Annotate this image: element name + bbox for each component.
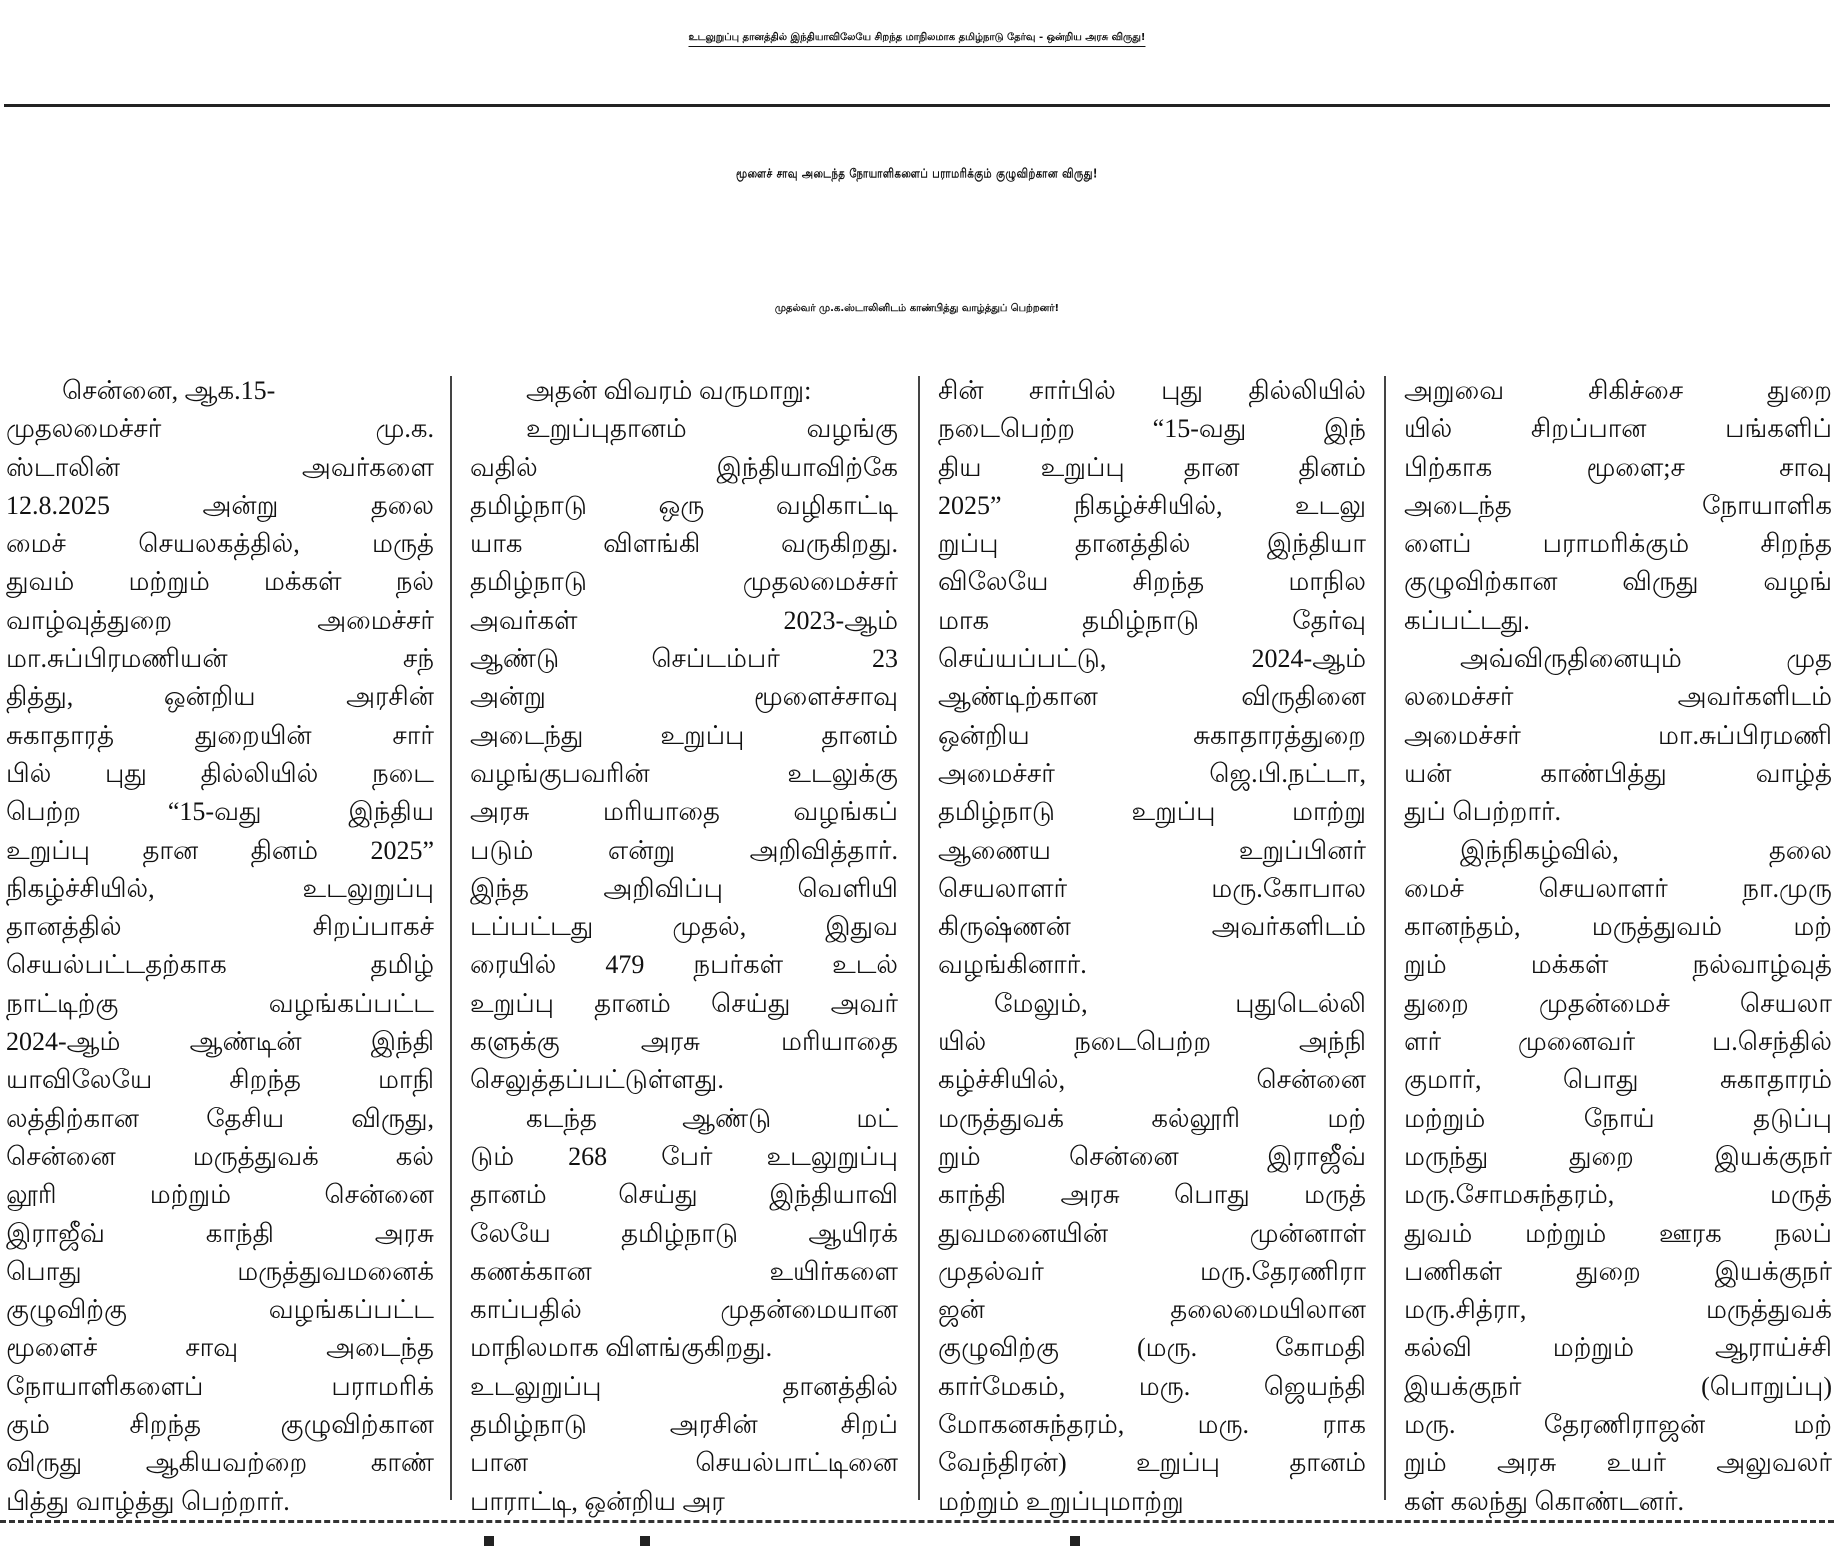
article-line: வாழ்வுத்துறை அமைச்சர் (6, 605, 434, 635)
article-line: கும் சிறந்த குழுவிற்கான (6, 1410, 434, 1440)
article-line: மற்றும் உறுப்புமாற்று (938, 1486, 1184, 1516)
article-line: ளைப் பராமரிக்கும் சிறந்த (1404, 529, 1832, 559)
article-line: டும் 268 பேர் உடலுறுப்பு (470, 1141, 898, 1171)
article-line: ளர் முனைவர் ப.செந்தில் (1404, 1027, 1832, 1057)
article-line: செய்யப்பட்டு, 2024-ஆம் (938, 644, 1366, 674)
next-article-fragment (484, 1536, 494, 1546)
article-column-2 (470, 372, 898, 1516)
article-line: அறுவை சிகிச்சை துறை (1404, 376, 1832, 405)
article-line: மாக தமிழ்நாடு தேர்வு (938, 605, 1366, 635)
article-line: களுக்கு அரசு மரியாதை (470, 1027, 898, 1057)
article-line: அவர்கள் 2023-ஆம் (470, 605, 898, 635)
article-line: தமிழ்நாடு முதலமைச்சர் (470, 567, 898, 597)
article-line: யாவிலேயே சிறந்த மாநி (6, 1065, 434, 1095)
column-divider (918, 376, 920, 1500)
article-line: றுப்பு தானத்தில் இந்தியா (938, 529, 1366, 559)
article-line: தமிழ்நாடு உறுப்பு மாற்று (938, 797, 1366, 827)
article-line: உறுப்புதானம் வழங்கு (526, 414, 898, 444)
article-line: தானத்தில் சிறப்பாகச் (6, 912, 434, 942)
article-line: உறுப்பு தானம் செய்து அவர் (470, 988, 898, 1018)
article-line: இயக்குநர் (பொறுப்பு) (1404, 1371, 1832, 1401)
article-line: வழங்குபவரின் உடலுக்கு (470, 758, 898, 788)
article-line: தித்து, ஒன்றிய அரசின் (6, 682, 434, 712)
article-line: கள் கலந்து கொண்டனர். (1404, 1486, 1685, 1516)
article-line: மா.சுப்பிரமணியன் சந் (6, 644, 434, 674)
article-line: உறுப்பு தான தினம் 2025” (6, 835, 434, 865)
article-line: ஆண்டிற்கான விருதினை (938, 682, 1366, 712)
next-article-fragment (1070, 1536, 1080, 1546)
article-line: வழங்கினார். (938, 950, 1087, 980)
article-line: 2025” நிகழ்ச்சியில், உடலு (938, 490, 1366, 520)
article-line: துப் பெற்றார். (1404, 797, 1562, 827)
article-line: மருத்துவக் கல்லூரி மற் (938, 1103, 1366, 1133)
column-divider (450, 376, 452, 1500)
article-line: துவம் மற்றும் ஊரக நலப் (1404, 1218, 1832, 1248)
article-line: கல்வி மற்றும் ஆராய்ச்சி (1404, 1333, 1832, 1363)
article-line: கானந்தம், மருத்துவம் மற் (1404, 912, 1832, 942)
article-line: யில் நடைபெற்ற அந்நி (938, 1027, 1366, 1057)
article-line: ஆணைய உறுப்பினர் (938, 835, 1366, 865)
article-line: திய உறுப்பு தான தினம் (938, 452, 1366, 482)
article-line: டப்பட்டது முதல், இதுவ (470, 912, 898, 942)
article-line: பான செயல்பாட்டினை (470, 1448, 898, 1478)
article-line: அதன் விவரம் வருமாறு: (526, 376, 812, 405)
article-line: நடைபெற்ற “15-வது இந் (938, 414, 1366, 444)
article-line: அவ்விருதினையும் முத (1460, 644, 1832, 674)
article-line: காப்பதில் முதன்மையான (470, 1295, 898, 1325)
article-line: லேயே தமிழ்நாடு ஆயிரக் (470, 1218, 898, 1248)
article-line: துறை முதன்மைச் செயலா (1404, 988, 1832, 1018)
article-line: மரு. தேரணிராஜன் மற் (1404, 1410, 1832, 1440)
article-line: இராஜீவ் காந்தி அரசு (6, 1218, 434, 1248)
article-line: மாநிலமாக விளங்குகிறது. (470, 1333, 773, 1363)
article-line: அரசு மரியாதை வழங்கப் (470, 797, 898, 827)
article-line: ஸ்டாலின் அவர்களை (6, 452, 434, 482)
article-line: முதல்வர் மரு.தேரணிரா (938, 1256, 1366, 1286)
article-line: மரு.சித்ரா, மருத்துவக் (1404, 1295, 1832, 1325)
article-line: நிகழ்ச்சியில், உடலுறுப்பு (6, 873, 434, 903)
article-line: பெற்ற “15-வது இந்திய (6, 797, 434, 827)
article-line: சுகாதாரத் துறையின் சார் (6, 720, 434, 750)
article-line: பாராட்டி, ஒன்றிய அர (470, 1486, 725, 1516)
article-line: நோயாளிகளைப் பராமரிக் (6, 1371, 434, 1401)
article-line: சென்னை, ஆக.15- (62, 376, 276, 405)
article-line: மரு.சோமசுந்தரம், மருத் (1404, 1180, 1832, 1210)
article-line: பித்து வாழ்த்து பெற்றார். (6, 1486, 290, 1516)
article-line: துவமனையின் முன்னாள் (938, 1218, 1366, 1248)
article-line: சென்னை மருத்துவக் கல் (6, 1141, 434, 1171)
article-line: குழுவிற்கான விருது வழங் (1404, 567, 1832, 597)
article-line: பில் புது தில்லியில் நடை (6, 758, 434, 788)
article-line: அடைந்து உறுப்பு தானம் (470, 720, 898, 750)
article-line: பிற்காக மூளை;ச சாவு (1404, 452, 1832, 482)
article-line: அமைச்சர் ஜெ.பி.நட்டா, (938, 758, 1366, 788)
article-line: மேலும், புதுடெல்லி (994, 988, 1366, 1018)
article-line: செயல்பட்டதற்காக தமிழ் (6, 950, 434, 980)
article-line: கடந்த ஆண்டு மட் (526, 1103, 898, 1133)
article-line: றும் அரசு உயர் அலுவலர் (1404, 1448, 1832, 1478)
column-divider (1384, 376, 1386, 1500)
article-end-divider (0, 1520, 1834, 1523)
article-line: படும் என்று அறிவித்தார். (470, 835, 898, 865)
article-line: மைச் செயலாளர் நா.முரு (1404, 873, 1832, 903)
article-line: ஆண்டு செப்டம்பர் 23 (470, 644, 898, 674)
article-line: லத்திற்கான தேசிய விருது, (6, 1103, 434, 1133)
article-line: தானம் செய்து இந்தியாவி (470, 1180, 898, 1210)
article-line: 12.8.2025 அன்று தலை (6, 490, 434, 520)
article-line: உடலுறுப்பு தானத்தில் (470, 1371, 898, 1401)
article-line: யில் சிறப்பான பங்களிப் (1404, 414, 1832, 444)
article-column-4 (1404, 372, 1832, 1516)
article-line: விலேயே சிறந்த மாநில (938, 567, 1366, 597)
article-body (0, 372, 1834, 1516)
article-line: மைச் செயலகத்தில், மருத் (6, 529, 434, 559)
article-line: றும் சென்னை இராஜீவ் (938, 1141, 1366, 1171)
article-line: லூரி மற்றும் சென்னை (6, 1180, 434, 1210)
article-line: அடைந்த நோயாளிக (1404, 490, 1832, 520)
article-line: குழுவிற்கு வழங்கப்பட்ட (6, 1295, 434, 1325)
article-line: கப்பட்டது. (1404, 605, 1530, 635)
article-line: மோகனசுந்தரம், மரு. ராக (938, 1410, 1366, 1440)
article-line: செயலாளர் மரு.கோபால (938, 873, 1366, 903)
article-line: சின் சார்பில் புது தில்லியில் (938, 376, 1366, 405)
article-line: தமிழ்நாடு அரசின் சிறப் (470, 1410, 898, 1440)
article-line: கழ்ச்சியில், சென்னை (938, 1065, 1366, 1095)
article-line: இந்த அறிவிப்பு வெளியி (470, 873, 898, 903)
article-line: வேந்திரன்) உறுப்பு தானம் (938, 1448, 1366, 1478)
article-line: கணக்கான உயிர்களை (470, 1256, 898, 1286)
article-line: றும் மக்கள் நல்வாழ்வுத் (1404, 950, 1832, 980)
article-line: லமைச்சர் அவர்களிடம் (1404, 682, 1832, 712)
article-line: ஒன்றிய சுகாதாரத்துறை (938, 720, 1366, 750)
article-line: விருது ஆகியவற்றை காண் (6, 1448, 434, 1478)
article-line: காந்தி அரசு பொது மருத் (938, 1180, 1366, 1210)
article-line: அன்று மூளைச்சாவு (470, 682, 898, 712)
article-line: ரையில் 479 நபர்கள் உடல் (470, 950, 898, 980)
article-line: துவம் மற்றும் மக்கள் நல் (6, 567, 434, 597)
kicker-headline: உடலுறுப்பு தானத்தில் இந்தியாவிலேயே சிறந்த மாநிலமாக தமிழ்நாடு தேர்வு - ஒன்றிய அரசு விருது! (688, 32, 1146, 43)
article-line: பணிகள் துறை இயக்குநர் (1404, 1256, 1832, 1286)
article-line: தமிழ்நாடு ஒரு வழிகாட்டி (470, 490, 898, 520)
article-line: யன் காண்பித்து வாழ்த் (1404, 758, 1832, 788)
article-line: அமைச்சர் மா.சுப்பிரமணி (1404, 720, 1832, 750)
article-line: செலுத்தப்பட்டுள்ளது. (470, 1065, 724, 1095)
article-line: பொது மருத்துவமனைக் (6, 1256, 434, 1286)
article-line: யாக விளங்கி வருகிறது. (470, 529, 898, 559)
article-line: இந்நிகழ்வில், தலை (1460, 835, 1832, 865)
article-line: நாட்டிற்கு வழங்கப்பட்ட (6, 988, 434, 1018)
next-article-fragment (640, 1536, 650, 1546)
article-line: முதலமைச்சர் மு.க. (6, 414, 434, 444)
article-line: கார்மேகம், மரு. ஜெயந்தி (938, 1371, 1366, 1401)
article-line: குமார், பொது சுகாதாரம் (1404, 1065, 1832, 1095)
article-line: மற்றும் நோய் தடுப்பு (1404, 1103, 1832, 1133)
article-line: குழுவிற்கு (மரு. கோமதி (938, 1333, 1366, 1363)
article-column-1 (6, 372, 434, 1516)
article-line: வதில் இந்தியாவிற்கே (470, 452, 898, 482)
article-line: 2024-ஆம் ஆண்டின் இந்தி (6, 1027, 434, 1057)
article-line: மூளைச் சாவு அடைந்த (6, 1333, 434, 1363)
article-line: மருந்து துறை இயக்குநர் (1404, 1141, 1832, 1171)
article-column-3 (938, 372, 1366, 1516)
article-line: ஜன் தலைமையிலான (938, 1295, 1366, 1325)
main-headline: மூளைச் சாவு அடைந்த நோயாளிகளைப் பராமரிக்கும் குழுவிற்கான விருது! (736, 167, 1098, 182)
article-line: கிருஷ்ணன் அவர்களிடம் (938, 912, 1366, 942)
sub-headline: முதல்வர் மு.க.ஸ்டாலினிடம் காண்பித்து வாழ்த்துப் பெற்றனர்! (774, 303, 1060, 314)
